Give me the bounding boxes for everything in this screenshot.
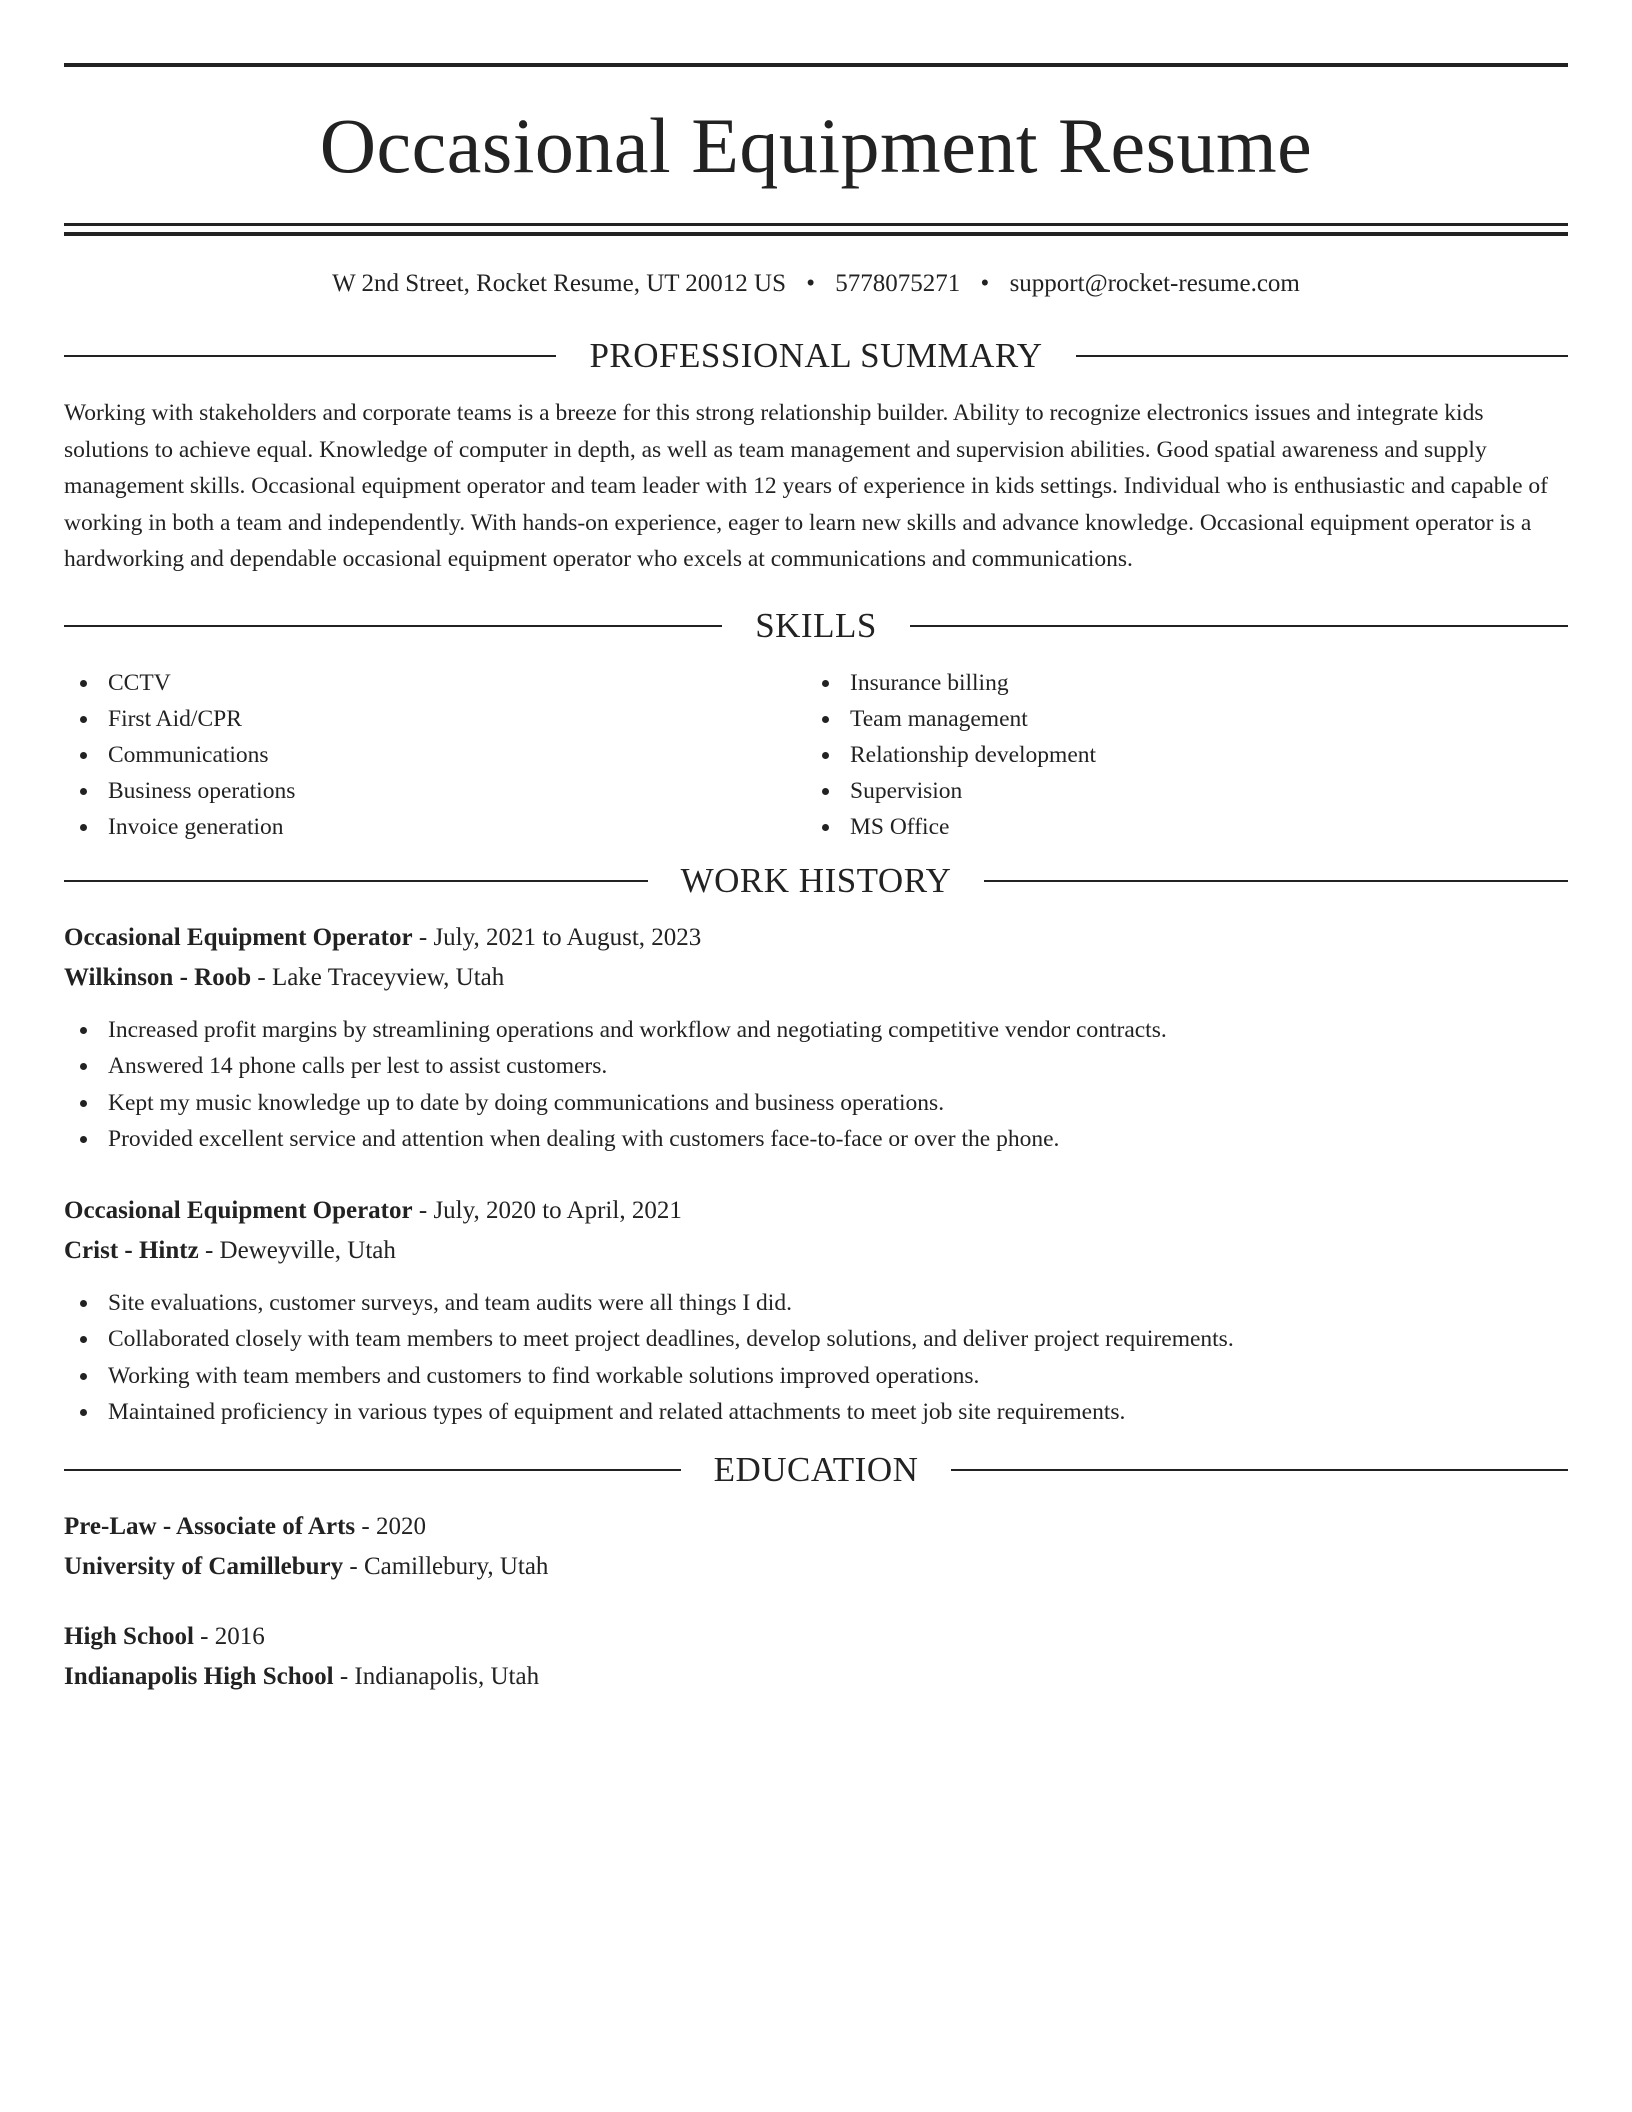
work-section-header (64, 860, 1568, 902)
education-entry (64, 1617, 1568, 1697)
skill-item: Supervision (806, 773, 1548, 809)
contact-email[interactable]: support@rocket-resume.com (1009, 270, 1300, 297)
education-year: 2016 (214, 1622, 265, 1650)
job-bullet: Kept my music knowledge up to date by doing communications and business operations. (64, 1085, 1568, 1122)
contact-separator: • (806, 270, 816, 297)
job-dash: - (251, 963, 272, 991)
education-dash: - (355, 1512, 376, 1540)
job-bullet: Working with team members and customers to find workable solutions improved operations. (64, 1358, 1568, 1395)
job-bullet: Collaborated closely with team members to meet project deadlines, develop solutions, and deliver project requirements. (64, 1321, 1568, 1358)
section-rule-right (910, 625, 1568, 627)
skill-item: CCTV (64, 665, 806, 701)
summary-text: Working with stakeholders and corporate teams is a breeze for this strong relationship builder. Ability to recognize electronics issues and integrate kids solutions to achieve equal. Knowledge of computer in depth, as well as team management and supervision abilities. Good spatial awareness and supply management skills. Occasional equipment operator and team leader with 12 years of experience in kids settings. Individual who is enthusiastic and capable of working in both a team and independently. With hands-on experience, eager to learn new skills and advance knowledge. Occasional equipment operator is a hardworking and dependable occasional equipment operator who excels at communications and communications. (64, 400, 1548, 572)
education-degree: Pre-Law - Associate of Arts (64, 1512, 356, 1540)
contact-line (64, 267, 1568, 301)
job-location: Lake Traceyview, Utah (271, 963, 505, 991)
section-rule-right (984, 880, 1568, 882)
job-bullet: Increased profit margins by streamlining operations and workflow and negotiating competitive vendor contracts. (64, 1012, 1568, 1049)
skill-item: Team management (806, 701, 1548, 737)
skill-item: Insurance billing (806, 665, 1548, 701)
job-bullet: Answered 14 phone calls per lest to assist customers. (64, 1048, 1568, 1085)
contact-address: W 2nd Street, Rocket Resume, UT 20012 US (332, 270, 787, 297)
education-dash: - (333, 1662, 355, 1690)
job-bullet: Site evaluations, customer surveys, and team audits were all things I did. (64, 1285, 1568, 1322)
job-entry (64, 918, 1568, 1158)
job-dates: July, 2021 to August, 2023 (433, 923, 702, 951)
skills-section-header (64, 605, 1568, 647)
education-dash: - (193, 1622, 215, 1650)
education-dash: - (343, 1552, 364, 1580)
job-company-line (64, 1231, 1568, 1271)
job-company: Wilkinson - Roob (64, 963, 252, 991)
job-company: Crist - Hintz (64, 1236, 199, 1264)
skills-heading: SKILLS (755, 605, 877, 645)
job-location: Deweyville, Utah (219, 1236, 396, 1264)
summary-section-header (64, 335, 1568, 377)
education-school: Indianapolis High School (64, 1662, 334, 1690)
education-section-header (64, 1449, 1568, 1491)
skill-item: Relationship development (806, 737, 1548, 773)
section-rule-right (1076, 355, 1568, 357)
skill-item: MS Office (806, 809, 1548, 845)
job-title: Occasional Equipment Operator (64, 1196, 413, 1224)
education-entry (64, 1507, 1568, 1587)
summary-heading: PROFESSIONAL SUMMARY (589, 336, 1043, 375)
section-rule-left (64, 625, 722, 627)
contact-separator: • (980, 270, 990, 297)
job-bullet: Maintained proficiency in various types of equipment and related attachments to meet job site requirements. (64, 1394, 1568, 1431)
education-location: Indianapolis, Utah (354, 1662, 540, 1690)
job-title-line (64, 918, 1568, 958)
section-rule-right (951, 1469, 1568, 1471)
job-dash: - (198, 1236, 220, 1264)
education-location: Camillebury, Utah (363, 1552, 549, 1580)
skills-column-left (64, 665, 806, 845)
skill-item: Communications (64, 737, 806, 773)
job-bullets (64, 1012, 1568, 1158)
job-bullet: Provided excellent service and attention when dealing with customers face-to-face or over the phone. (64, 1121, 1568, 1158)
job-company-line (64, 958, 1568, 998)
education-school-line (64, 1547, 1568, 1587)
education-degree-line (64, 1507, 1568, 1547)
title-double-rule (64, 223, 1568, 236)
skills-column-right (806, 665, 1548, 845)
job-entry (64, 1191, 1568, 1431)
education-year: 2020 (375, 1512, 426, 1540)
job-title-line (64, 1191, 1568, 1231)
section-rule-left (64, 1469, 681, 1471)
education-school-line (64, 1657, 1568, 1697)
section-rule-left (64, 355, 556, 357)
contact-phone[interactable]: 5778075271 (835, 270, 961, 297)
job-dash: - (412, 923, 434, 951)
education-school: University of Camillebury (64, 1552, 344, 1580)
skill-item: Invoice generation (64, 809, 806, 845)
resume-title: Occasional Equipment Resume (319, 102, 1313, 189)
skill-item: Business operations (64, 773, 806, 809)
job-bullets (64, 1285, 1568, 1431)
education-heading: EDUCATION (713, 1449, 919, 1489)
section-rule-left (64, 880, 648, 882)
education-degree: High School (64, 1622, 194, 1650)
job-dash: - (412, 1196, 434, 1224)
top-rule (64, 63, 1568, 67)
job-title: Occasional Equipment Operator (64, 923, 413, 951)
skill-item: First Aid/CPR (64, 701, 806, 737)
work-heading: WORK HISTORY (680, 860, 952, 900)
skills-list (64, 665, 1568, 845)
job-dates: July, 2020 to April, 2021 (433, 1196, 682, 1224)
education-degree-line (64, 1617, 1568, 1657)
